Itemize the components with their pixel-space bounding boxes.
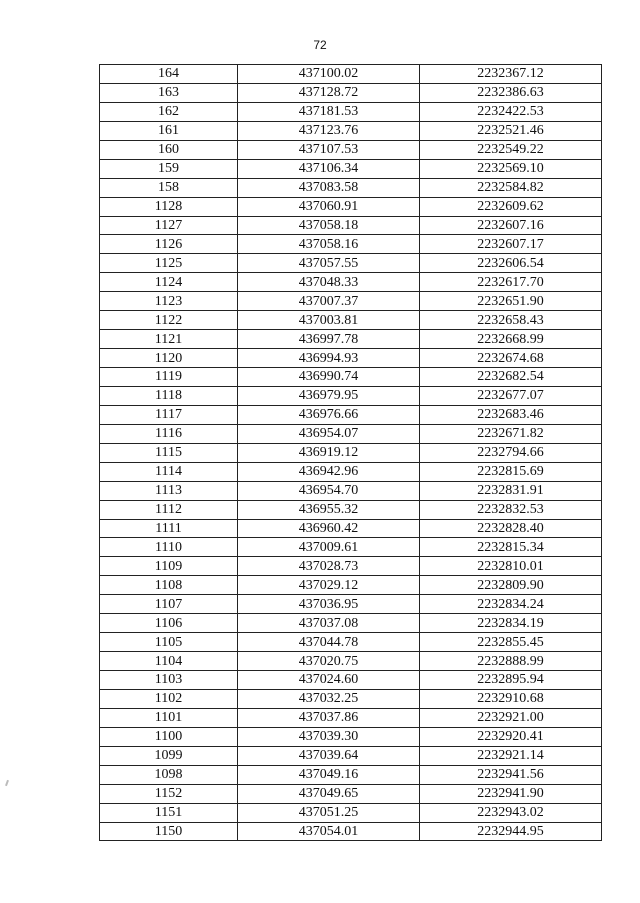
point-id-cell: 1104 (100, 652, 238, 671)
point-id-cell: 1124 (100, 273, 238, 292)
page-number: 72 (313, 38, 327, 52)
table-row (100, 159, 602, 178)
table-row (100, 652, 602, 671)
y-coordinate-cell: 2232549.22 (420, 140, 602, 159)
table-row (100, 216, 602, 235)
x-coordinate-cell: 437057.55 (238, 254, 420, 273)
table-row (100, 462, 602, 481)
table-row (100, 633, 602, 652)
point-id-cell: 1101 (100, 708, 238, 727)
table-row (100, 538, 602, 557)
y-coordinate-cell: 2232607.17 (420, 235, 602, 254)
table-row (100, 65, 602, 84)
x-coordinate-cell: 437049.65 (238, 784, 420, 803)
x-coordinate-cell: 437123.76 (238, 121, 420, 140)
x-coordinate-cell: 436994.93 (238, 349, 420, 368)
y-coordinate-cell: 2232944.95 (420, 822, 602, 841)
point-id-cell: 1105 (100, 633, 238, 652)
point-id-cell: 1109 (100, 557, 238, 576)
point-id-cell: 1102 (100, 689, 238, 708)
table-row (100, 311, 602, 330)
y-coordinate-cell: 2232609.62 (420, 197, 602, 216)
point-id-cell: 1111 (100, 519, 238, 538)
x-coordinate-cell: 437058.18 (238, 216, 420, 235)
table-row (100, 671, 602, 690)
x-coordinate-cell: 437051.25 (238, 803, 420, 822)
point-id-cell: 1123 (100, 292, 238, 311)
x-coordinate-cell: 436997.78 (238, 330, 420, 349)
y-coordinate-cell: 2232810.01 (420, 557, 602, 576)
table-row (100, 424, 602, 443)
table-row (100, 254, 602, 273)
table-row (100, 576, 602, 595)
y-coordinate-cell: 2232367.12 (420, 65, 602, 84)
y-coordinate-cell: 2232651.90 (420, 292, 602, 311)
y-coordinate-cell: 2232834.19 (420, 614, 602, 633)
x-coordinate-cell: 437083.58 (238, 178, 420, 197)
point-id-cell: 1152 (100, 784, 238, 803)
x-coordinate-cell: 437036.95 (238, 595, 420, 614)
table-row (100, 292, 602, 311)
x-coordinate-cell: 437007.37 (238, 292, 420, 311)
scan-speck (5, 780, 9, 786)
y-coordinate-cell: 2232815.34 (420, 538, 602, 557)
point-id-cell: 1103 (100, 671, 238, 690)
y-coordinate-cell: 2232828.40 (420, 519, 602, 538)
table-row (100, 803, 602, 822)
point-id-cell: 1150 (100, 822, 238, 841)
point-id-cell: 1121 (100, 330, 238, 349)
table-row (100, 102, 602, 121)
table-row (100, 235, 602, 254)
y-coordinate-cell: 2232831.91 (420, 481, 602, 500)
point-id-cell: 1116 (100, 424, 238, 443)
x-coordinate-cell: 437054.01 (238, 822, 420, 841)
y-coordinate-cell: 2232895.94 (420, 671, 602, 690)
table-row (100, 368, 602, 387)
table-row (100, 746, 602, 765)
table-row (100, 197, 602, 216)
y-coordinate-cell: 2232815.69 (420, 462, 602, 481)
point-id-cell: 1122 (100, 311, 238, 330)
point-id-cell: 1108 (100, 576, 238, 595)
y-coordinate-cell: 2232584.82 (420, 178, 602, 197)
y-coordinate-cell: 2232668.99 (420, 330, 602, 349)
x-coordinate-cell: 437009.61 (238, 538, 420, 557)
table-row (100, 595, 602, 614)
x-coordinate-cell: 437060.91 (238, 197, 420, 216)
y-coordinate-cell: 2232832.53 (420, 500, 602, 519)
x-coordinate-cell: 436954.70 (238, 481, 420, 500)
table-row (100, 273, 602, 292)
point-id-cell: 1114 (100, 462, 238, 481)
point-id-cell: 1113 (100, 481, 238, 500)
point-id-cell: 162 (100, 102, 238, 121)
table-row (100, 443, 602, 462)
point-id-cell: 1115 (100, 443, 238, 462)
point-id-cell: 1110 (100, 538, 238, 557)
table-row (100, 765, 602, 784)
x-coordinate-cell: 436919.12 (238, 443, 420, 462)
y-coordinate-cell: 2232569.10 (420, 159, 602, 178)
point-id-cell: 1127 (100, 216, 238, 235)
table-row (100, 822, 602, 841)
point-id-cell: 1118 (100, 386, 238, 405)
x-coordinate-cell: 437044.78 (238, 633, 420, 652)
point-id-cell: 1126 (100, 235, 238, 254)
x-coordinate-cell: 437049.16 (238, 765, 420, 784)
y-coordinate-cell: 2232617.70 (420, 273, 602, 292)
x-coordinate-cell: 437106.34 (238, 159, 420, 178)
coordinates-table (99, 64, 602, 841)
y-coordinate-cell: 2232677.07 (420, 386, 602, 405)
point-id-cell: 158 (100, 178, 238, 197)
y-coordinate-cell: 2232921.14 (420, 746, 602, 765)
coordinates-table-body (100, 65, 602, 841)
y-coordinate-cell: 2232910.68 (420, 689, 602, 708)
y-coordinate-cell: 2232606.54 (420, 254, 602, 273)
x-coordinate-cell: 436976.66 (238, 405, 420, 424)
x-coordinate-cell: 437048.33 (238, 273, 420, 292)
table-row (100, 708, 602, 727)
x-coordinate-cell: 436955.32 (238, 500, 420, 519)
table-row (100, 519, 602, 538)
table-row (100, 614, 602, 633)
table-row (100, 349, 602, 368)
point-id-cell: 163 (100, 83, 238, 102)
x-coordinate-cell: 436942.96 (238, 462, 420, 481)
x-coordinate-cell: 437128.72 (238, 83, 420, 102)
table-row (100, 121, 602, 140)
y-coordinate-cell: 2232941.56 (420, 765, 602, 784)
x-coordinate-cell: 436960.42 (238, 519, 420, 538)
table-row (100, 178, 602, 197)
x-coordinate-cell: 437028.73 (238, 557, 420, 576)
y-coordinate-cell: 2232834.24 (420, 595, 602, 614)
x-coordinate-cell: 437039.30 (238, 727, 420, 746)
x-coordinate-cell: 437039.64 (238, 746, 420, 765)
table-row (100, 83, 602, 102)
x-coordinate-cell: 437003.81 (238, 311, 420, 330)
point-id-cell: 1120 (100, 349, 238, 368)
point-id-cell: 1128 (100, 197, 238, 216)
x-coordinate-cell: 436954.07 (238, 424, 420, 443)
table-row (100, 557, 602, 576)
point-id-cell: 1151 (100, 803, 238, 822)
table-row (100, 140, 602, 159)
y-coordinate-cell: 2232386.63 (420, 83, 602, 102)
y-coordinate-cell: 2232683.46 (420, 405, 602, 424)
table-row (100, 500, 602, 519)
x-coordinate-cell: 436990.74 (238, 368, 420, 387)
point-id-cell: 164 (100, 65, 238, 84)
table-row (100, 405, 602, 424)
table-row (100, 330, 602, 349)
point-id-cell: 1098 (100, 765, 238, 784)
y-coordinate-cell: 2232521.46 (420, 121, 602, 140)
table-row (100, 386, 602, 405)
y-coordinate-cell: 2232941.90 (420, 784, 602, 803)
point-id-cell: 1100 (100, 727, 238, 746)
point-id-cell: 1099 (100, 746, 238, 765)
y-coordinate-cell: 2232809.90 (420, 576, 602, 595)
point-id-cell: 1119 (100, 368, 238, 387)
y-coordinate-cell: 2232920.41 (420, 727, 602, 746)
point-id-cell: 1125 (100, 254, 238, 273)
x-coordinate-cell: 437020.75 (238, 652, 420, 671)
y-coordinate-cell: 2232921.00 (420, 708, 602, 727)
point-id-cell: 159 (100, 159, 238, 178)
x-coordinate-cell: 437037.08 (238, 614, 420, 633)
x-coordinate-cell: 436979.95 (238, 386, 420, 405)
x-coordinate-cell: 437024.60 (238, 671, 420, 690)
y-coordinate-cell: 2232674.68 (420, 349, 602, 368)
point-id-cell: 161 (100, 121, 238, 140)
x-coordinate-cell: 437037.86 (238, 708, 420, 727)
table-row (100, 689, 602, 708)
point-id-cell: 160 (100, 140, 238, 159)
y-coordinate-cell: 2232888.99 (420, 652, 602, 671)
x-coordinate-cell: 437107.53 (238, 140, 420, 159)
x-coordinate-cell: 437029.12 (238, 576, 420, 595)
point-id-cell: 1107 (100, 595, 238, 614)
point-id-cell: 1106 (100, 614, 238, 633)
x-coordinate-cell: 437058.16 (238, 235, 420, 254)
y-coordinate-cell: 2232855.45 (420, 633, 602, 652)
y-coordinate-cell: 2232671.82 (420, 424, 602, 443)
x-coordinate-cell: 437181.53 (238, 102, 420, 121)
table-row (100, 727, 602, 746)
table-row (100, 481, 602, 500)
x-coordinate-cell: 437032.25 (238, 689, 420, 708)
y-coordinate-cell: 2232607.16 (420, 216, 602, 235)
point-id-cell: 1117 (100, 405, 238, 424)
point-id-cell: 1112 (100, 500, 238, 519)
table-row (100, 784, 602, 803)
y-coordinate-cell: 2232422.53 (420, 102, 602, 121)
y-coordinate-cell: 2232794.66 (420, 443, 602, 462)
y-coordinate-cell: 2232682.54 (420, 368, 602, 387)
x-coordinate-cell: 437100.02 (238, 65, 420, 84)
y-coordinate-cell: 2232943.02 (420, 803, 602, 822)
y-coordinate-cell: 2232658.43 (420, 311, 602, 330)
